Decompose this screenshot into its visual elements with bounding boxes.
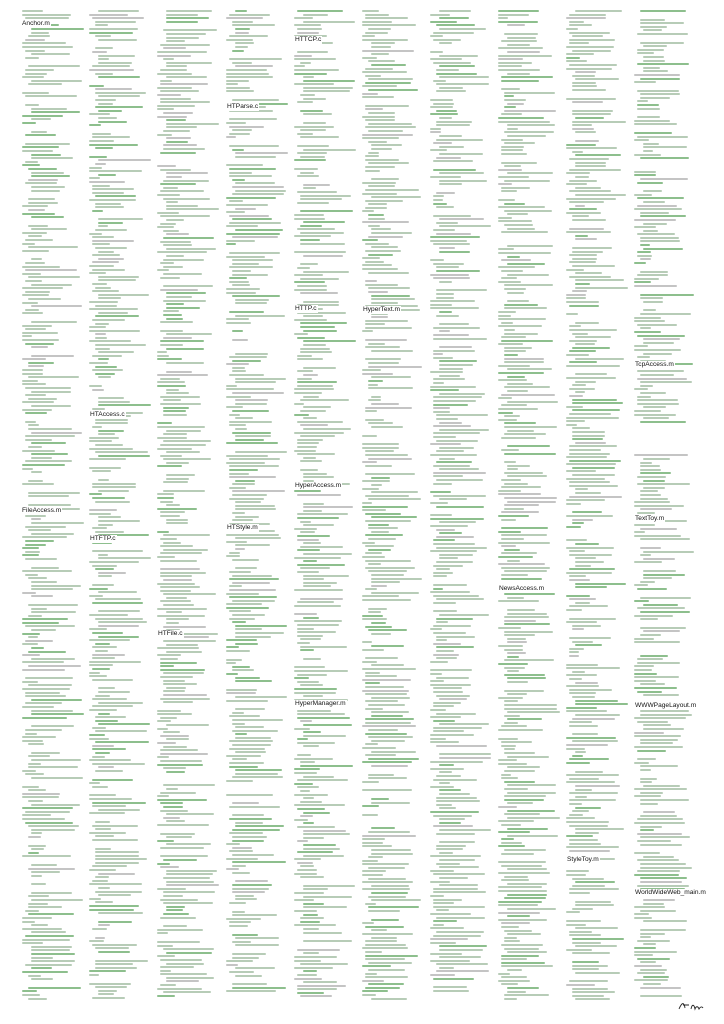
code-column-5: [294, 10, 356, 1000]
code-column-8: [498, 10, 560, 1000]
file-title-texttoy: TextToy.m: [635, 515, 665, 522]
file-title-styletoy: StyleToy.m: [567, 856, 599, 863]
file-title-hypertext: HyperText.m: [363, 306, 401, 313]
file-title-htparse: HTParse.c: [227, 103, 259, 110]
file-title-wwwpagelayout: WWWPageLayout.m: [635, 702, 697, 709]
code-column-3: [157, 10, 219, 1000]
code-column-7: [430, 10, 492, 1000]
file-title-fileaccess: FileAccess.m: [22, 507, 62, 514]
file-title-tcpaccess: TcpAccess.m: [635, 361, 674, 368]
code-column-9: [566, 10, 628, 1000]
code-column-4: [226, 10, 288, 1000]
file-title-newsaccess: NewsAccess.m: [499, 585, 545, 592]
file-title-hyperaccess: HyperAccess.m: [295, 482, 342, 489]
code-column-2: [89, 10, 151, 1000]
signature-icon: [678, 1000, 704, 1012]
code-column-10: [634, 10, 696, 1000]
file-title-http: HTTP.c: [295, 305, 317, 312]
file-title-worldwideweb-main: WorldWideWeb_main.m: [635, 889, 706, 896]
file-title-htftp: HTFTP.c: [90, 535, 116, 542]
code-column-1: [22, 10, 84, 1000]
file-title-anchor: Anchor.m: [22, 20, 50, 27]
file-title-hypermanager: HyperManager.m: [295, 700, 346, 707]
file-title-httcp: HTTCP.c: [295, 36, 322, 43]
file-title-htstyle: HTStyle.m: [227, 524, 258, 531]
file-title-htaccess: HTAccess.c: [90, 411, 125, 418]
code-column-6: [362, 10, 424, 1000]
file-title-htfile: HTFile.c: [158, 630, 183, 637]
